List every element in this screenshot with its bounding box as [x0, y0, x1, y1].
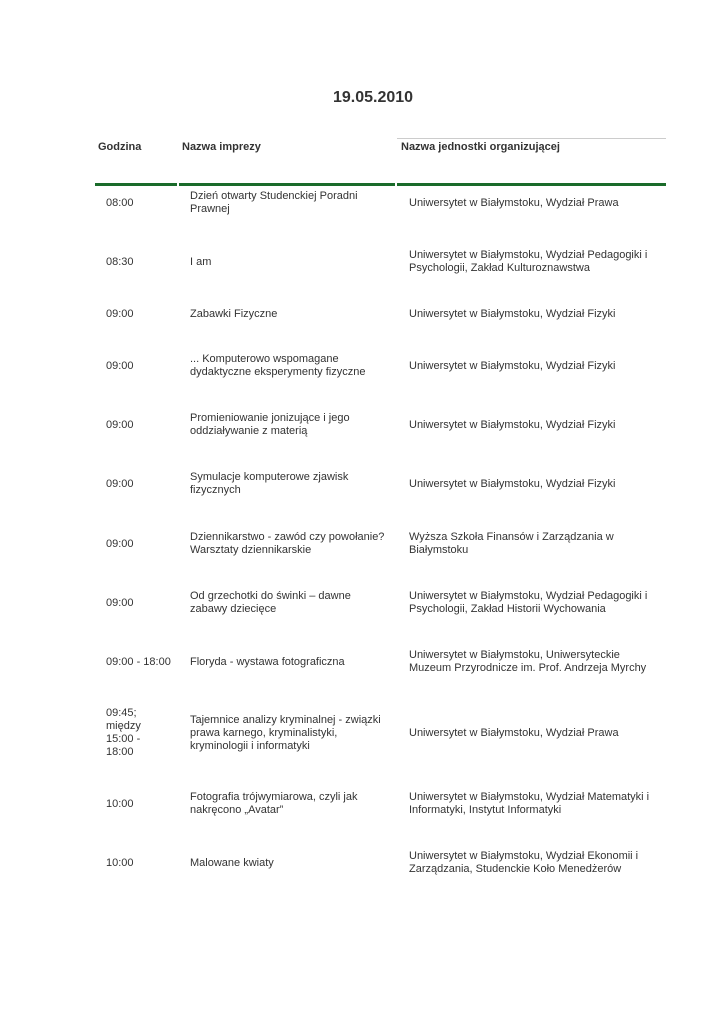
row-time: 09:00 — [106, 477, 134, 490]
row-organizer: Uniwersytet w Białymstoku, Wydział Fizyki — [409, 418, 616, 431]
row-time: 09:00 — [106, 418, 134, 431]
row-organizer: Uniwersytet w Białymstoku, Wydział Fizyki — [409, 307, 616, 320]
row-time: 08:00 — [106, 196, 134, 209]
row-event-name: I am — [190, 255, 212, 268]
row-organizer: Uniwersytet w Białymstoku, Wydział Pedagogiki i Psychologii, Zakład Kulturoznawstwa — [409, 249, 648, 274]
row-event-name: Tajemnice analizy kryminalnej - związki prawa karnego, kryminalistyki, kryminologii i informatyki — [190, 713, 381, 752]
row-event-name: Promieniowanie jonizujące i jego oddziaływanie z materią — [190, 412, 350, 437]
header-time: Godzina — [98, 141, 142, 153]
header-event-name: Nazwa imprezy — [182, 141, 261, 153]
table-row — [95, 706, 666, 760]
table-header — [95, 128, 666, 186]
table-row — [95, 586, 666, 620]
header-organizer: Nazwa jednostki organizującej — [401, 141, 560, 153]
row-organizer: Uniwersytet w Białymstoku, Wydział Prawa — [409, 726, 619, 739]
row-event-name: Dziennikarstwo - zawód czy powołanie? Warsztaty dziennikarskie — [190, 531, 385, 556]
row-event-name: Malowane kwiaty — [190, 856, 274, 869]
row-time: 09:00 — [106, 359, 134, 372]
header-top-divider — [397, 138, 666, 139]
row-time: 09:00 — [106, 537, 134, 550]
row-organizer: Uniwersytet w Białymstoku, Wydział Prawa — [409, 196, 619, 209]
row-organizer: Uniwersytet w Białymstoku, Wydział Ekonomii i Zarządzania, Studenckie Koło Menedżerów — [409, 850, 639, 875]
table-row — [95, 645, 666, 679]
table-row — [95, 527, 666, 561]
row-organizer: Uniwersytet w Białymstoku, Wydział Pedagogiki i Psychologii, Zakład Historii Wychowania — [409, 590, 648, 615]
row-event-name: Floryda - wystawa fotograficzna — [190, 655, 345, 668]
row-organizer: Uniwersytet w Białymstoku, Wydział Matematyki i Informatyki, Instytut Informatyki — [409, 791, 650, 816]
table-row — [95, 467, 666, 501]
row-time: 09:45; między 15:00 - 18:00 — [106, 707, 141, 758]
row-event-name: ... Komputerowo wspomagane dydaktyczne eksperymenty fizyczne — [190, 353, 366, 378]
row-event-name: Dzień otwarty Studenckiej Poradni Prawnej — [190, 190, 358, 215]
table-row — [95, 846, 666, 880]
row-time: 10:00 — [106, 856, 134, 869]
row-event-name: Od grzechotki do świnki – dawne zabawy dziecięce — [190, 590, 351, 615]
row-time: 10:00 — [106, 797, 134, 810]
table-row — [95, 245, 666, 279]
table-row — [95, 297, 666, 331]
table-row — [95, 787, 666, 821]
table-row — [95, 186, 666, 220]
row-time: 09:00 — [106, 596, 134, 609]
row-time: 09:00 - 18:00 — [106, 655, 171, 668]
row-event-name: Fotografia trójwymiarowa, czyli jak nakręcono „Avatar” — [190, 791, 358, 816]
row-event-name: Symulacje komputerowe zjawisk fizycznych — [190, 471, 349, 496]
row-event-name: Zabawki Fizyczne — [190, 307, 278, 320]
row-organizer: Uniwersytet w Białymstoku, Wydział Fizyki — [409, 477, 616, 490]
row-organizer: Wyższa Szkoła Finansów i Zarządzania w Białymstoku — [409, 531, 614, 556]
table-row — [95, 408, 666, 442]
row-organizer: Uniwersytet w Białymstoku, Uniwersyteckie Muzeum Przyrodnicze im. Prof. Andrzeja Myrchy — [409, 649, 647, 674]
row-time: 08:30 — [106, 255, 134, 268]
page-title: 19.05.2010 — [332, 89, 414, 106]
row-time: 09:00 — [106, 307, 134, 320]
table-row — [95, 349, 666, 383]
row-organizer: Uniwersytet w Białymstoku, Wydział Fizyki — [409, 359, 616, 372]
